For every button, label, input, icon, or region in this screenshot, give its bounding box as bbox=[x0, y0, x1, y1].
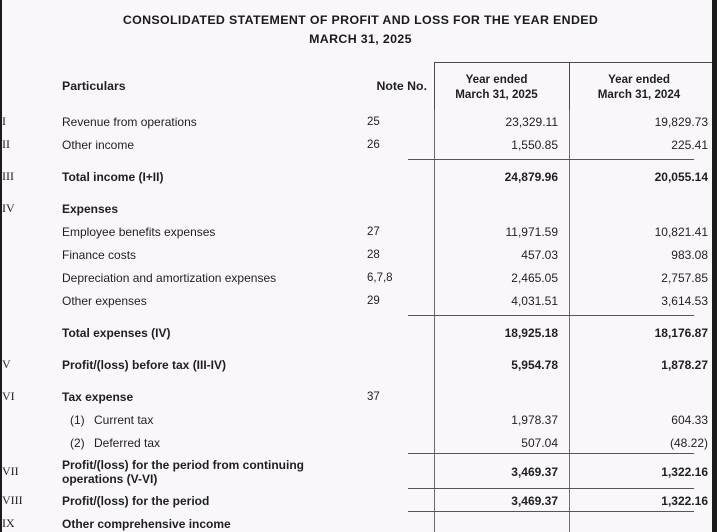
row-particulars: Finance costs bbox=[62, 247, 137, 262]
row-amount-2024: (48.22) bbox=[569, 431, 717, 454]
row-particulars: Other expenses bbox=[62, 293, 147, 308]
spacer-note bbox=[367, 188, 434, 197]
row-particulars-label: Deferred tax bbox=[94, 435, 161, 450]
spacer-row bbox=[2, 188, 717, 197]
row-note bbox=[367, 165, 434, 188]
row-amount-2025 bbox=[434, 512, 569, 532]
row-amount-2024: 983.08 bbox=[569, 243, 717, 266]
spacer-amount-2025 bbox=[434, 188, 569, 197]
row-particulars: Profit/(loss) before tax (III-IV) bbox=[62, 357, 227, 372]
table-row bbox=[2, 489, 717, 512]
row-amount-2024 bbox=[569, 197, 717, 220]
row-note bbox=[367, 512, 434, 532]
row-amount-2025: 2,465.05 bbox=[434, 266, 569, 289]
row-note bbox=[367, 408, 434, 431]
table-row bbox=[2, 133, 717, 156]
table-header-row bbox=[2, 62, 717, 110]
row-roman bbox=[2, 266, 59, 289]
table-row bbox=[2, 110, 717, 133]
row-amount-2024: 2,757.85 bbox=[569, 266, 717, 289]
page-title-line-1: CONSOLIDATED STATEMENT OF PROFIT AND LOSS FOR THE YEAR ENDED bbox=[122, 13, 599, 27]
row-particulars: Profit/(loss) for the period bbox=[62, 493, 210, 508]
spacer-roman bbox=[2, 376, 59, 385]
row-divider bbox=[408, 511, 694, 512]
spacer-roman bbox=[2, 344, 59, 353]
row-amount-2025: 5,954.78 bbox=[434, 353, 569, 376]
spacer-amount-2024 bbox=[569, 376, 717, 385]
row-divider bbox=[408, 159, 694, 160]
row-amount-2025: 23,329.11 bbox=[434, 110, 569, 133]
spacer-particulars bbox=[59, 344, 367, 353]
spacer-particulars bbox=[59, 188, 367, 197]
row-roman: I bbox=[2, 114, 6, 128]
spacer-roman bbox=[2, 312, 59, 321]
row-particulars: Depreciation and amortization expenses bbox=[62, 270, 277, 285]
row-particulars: Employee benefits expenses bbox=[62, 224, 216, 239]
header-year-2025-line-2: March 31, 2025 bbox=[455, 87, 538, 101]
row-note: 37 bbox=[367, 390, 380, 403]
row-amount-2024 bbox=[569, 512, 717, 532]
row-particulars: Total income (I+II) bbox=[62, 169, 164, 184]
header-year-2025-line-1: Year ended bbox=[465, 72, 528, 86]
row-particulars: Expenses bbox=[62, 201, 119, 216]
spacer-amount-2025 bbox=[434, 376, 569, 385]
row-amount-2025: 11,971.59 bbox=[434, 220, 569, 243]
row-amount-2025: 1,978.37 bbox=[434, 408, 569, 431]
page-title bbox=[2, 11, 717, 49]
row-note bbox=[367, 353, 434, 376]
row-amount-2024: 10,821.41 bbox=[569, 220, 717, 243]
header-particulars: Particulars bbox=[62, 79, 126, 93]
row-particulars-line-1: Profit/(loss) for the period from continuing bbox=[62, 457, 304, 472]
spacer-amount-2024 bbox=[569, 312, 717, 321]
table-row bbox=[2, 321, 717, 344]
row-divider bbox=[408, 315, 694, 316]
spacer-particulars bbox=[59, 156, 367, 165]
row-amount-2024: 20,055.14 bbox=[569, 165, 717, 188]
row-particulars: Revenue from operations bbox=[62, 114, 197, 129]
spacer-particulars bbox=[59, 376, 367, 385]
header-year-2024-line-1: Year ended bbox=[608, 72, 670, 86]
row-particulars bbox=[59, 431, 367, 454]
row-note: 26 bbox=[367, 138, 380, 151]
row-particulars bbox=[59, 454, 367, 489]
row-amount-2025 bbox=[434, 197, 569, 220]
table-row bbox=[2, 353, 717, 376]
spacer-row bbox=[2, 156, 717, 165]
spacer-amount-2025 bbox=[434, 344, 569, 353]
row-divider bbox=[408, 453, 694, 454]
header-note-no: Note No. bbox=[376, 79, 427, 93]
row-roman bbox=[2, 321, 59, 344]
row-amount-2025: 457.03 bbox=[434, 243, 569, 266]
row-amount-2025 bbox=[434, 385, 569, 408]
table-row bbox=[2, 197, 717, 220]
row-sub-number: (2) bbox=[70, 435, 85, 450]
row-roman: IV bbox=[2, 201, 15, 215]
row-roman: VIII bbox=[2, 493, 23, 507]
row-amount-2024 bbox=[569, 385, 717, 408]
row-roman: III bbox=[2, 169, 14, 183]
row-amount-2025: 507.04 bbox=[434, 431, 569, 454]
table-row bbox=[2, 266, 717, 289]
profit-and-loss-table bbox=[2, 62, 717, 532]
spacer-particulars bbox=[59, 312, 367, 321]
spacer-note bbox=[367, 344, 434, 353]
table-row bbox=[2, 220, 717, 243]
table-row bbox=[2, 243, 717, 266]
row-amount-2025: 1,550.85 bbox=[434, 133, 569, 156]
row-amount-2025: 4,031.51 bbox=[434, 289, 569, 312]
row-amount-2025: 3,469.37 bbox=[434, 454, 569, 489]
table-row bbox=[2, 431, 717, 454]
row-amount-2025: 3,469.37 bbox=[434, 489, 569, 512]
row-amount-2024: 18,176.87 bbox=[569, 321, 717, 344]
row-note bbox=[367, 431, 434, 454]
row-amount-2024: 225.41 bbox=[569, 133, 717, 156]
header-year-2024 bbox=[569, 62, 717, 110]
row-amount-2024: 3,614.53 bbox=[569, 289, 717, 312]
row-note: 27 bbox=[367, 225, 380, 238]
spacer-roman bbox=[2, 188, 59, 197]
spacer-amount-2024 bbox=[569, 344, 717, 353]
page-title-line-2: MARCH 31, 2025 bbox=[309, 32, 412, 46]
row-sub-number: (1) bbox=[70, 412, 85, 427]
table-row bbox=[2, 512, 717, 532]
row-roman: VI bbox=[2, 389, 15, 403]
row-amount-2025: 18,925.18 bbox=[434, 321, 569, 344]
spacer-amount-2024 bbox=[569, 156, 717, 165]
row-note: 28 bbox=[367, 248, 380, 261]
table-row bbox=[2, 408, 717, 431]
row-amount-2024: 1,878.27 bbox=[569, 353, 717, 376]
spacer-note bbox=[367, 156, 434, 165]
spacer-roman bbox=[2, 156, 59, 165]
row-roman bbox=[2, 408, 59, 431]
spacer-row bbox=[2, 312, 717, 321]
row-amount-2024: 604.33 bbox=[569, 408, 717, 431]
spacer-note bbox=[367, 312, 434, 321]
row-particulars: Tax expense bbox=[62, 389, 134, 404]
spacer-row bbox=[2, 376, 717, 385]
table-row bbox=[2, 165, 717, 188]
row-note bbox=[367, 489, 434, 512]
header-year-2025 bbox=[434, 62, 569, 110]
spacer-amount-2024 bbox=[569, 188, 717, 197]
spacer-note bbox=[367, 376, 434, 385]
row-roman: IX bbox=[2, 516, 15, 530]
table-row bbox=[2, 385, 717, 408]
row-note: 6,7,8 bbox=[367, 271, 393, 284]
row-roman bbox=[2, 243, 59, 266]
header-roman-spacer bbox=[2, 62, 59, 110]
row-particulars bbox=[59, 408, 367, 431]
row-particulars-line-2: operations (V-VI) bbox=[62, 471, 158, 486]
row-roman: VII bbox=[2, 464, 19, 478]
spacer-amount-2025 bbox=[434, 312, 569, 321]
row-note: 25 bbox=[367, 115, 380, 128]
row-particulars: Other income bbox=[62, 137, 135, 152]
row-roman bbox=[2, 289, 59, 312]
row-roman: II bbox=[2, 137, 10, 151]
row-roman bbox=[2, 220, 59, 243]
row-particulars-label: Current tax bbox=[94, 412, 154, 427]
row-amount-2024: 19,829.73 bbox=[569, 110, 717, 133]
table-row bbox=[2, 454, 717, 489]
row-amount-2025: 24,879.96 bbox=[434, 165, 569, 188]
row-note: 29 bbox=[367, 294, 380, 307]
row-amount-2024: 1,322.16 bbox=[569, 454, 717, 489]
row-note bbox=[367, 321, 434, 344]
row-roman: V bbox=[2, 357, 11, 371]
spacer-amount-2025 bbox=[434, 156, 569, 165]
header-year-2024-line-2: March 31, 2024 bbox=[597, 87, 681, 101]
row-particulars: Total expenses (IV) bbox=[62, 325, 171, 340]
table-row bbox=[2, 289, 717, 312]
row-note bbox=[367, 454, 434, 489]
row-amount-2024: 1,322.16 bbox=[569, 489, 717, 512]
spacer-row bbox=[2, 344, 717, 353]
row-divider bbox=[408, 488, 694, 489]
row-roman bbox=[2, 431, 59, 454]
row-note bbox=[367, 197, 434, 220]
row-particulars: Other comprehensive income bbox=[62, 516, 231, 531]
